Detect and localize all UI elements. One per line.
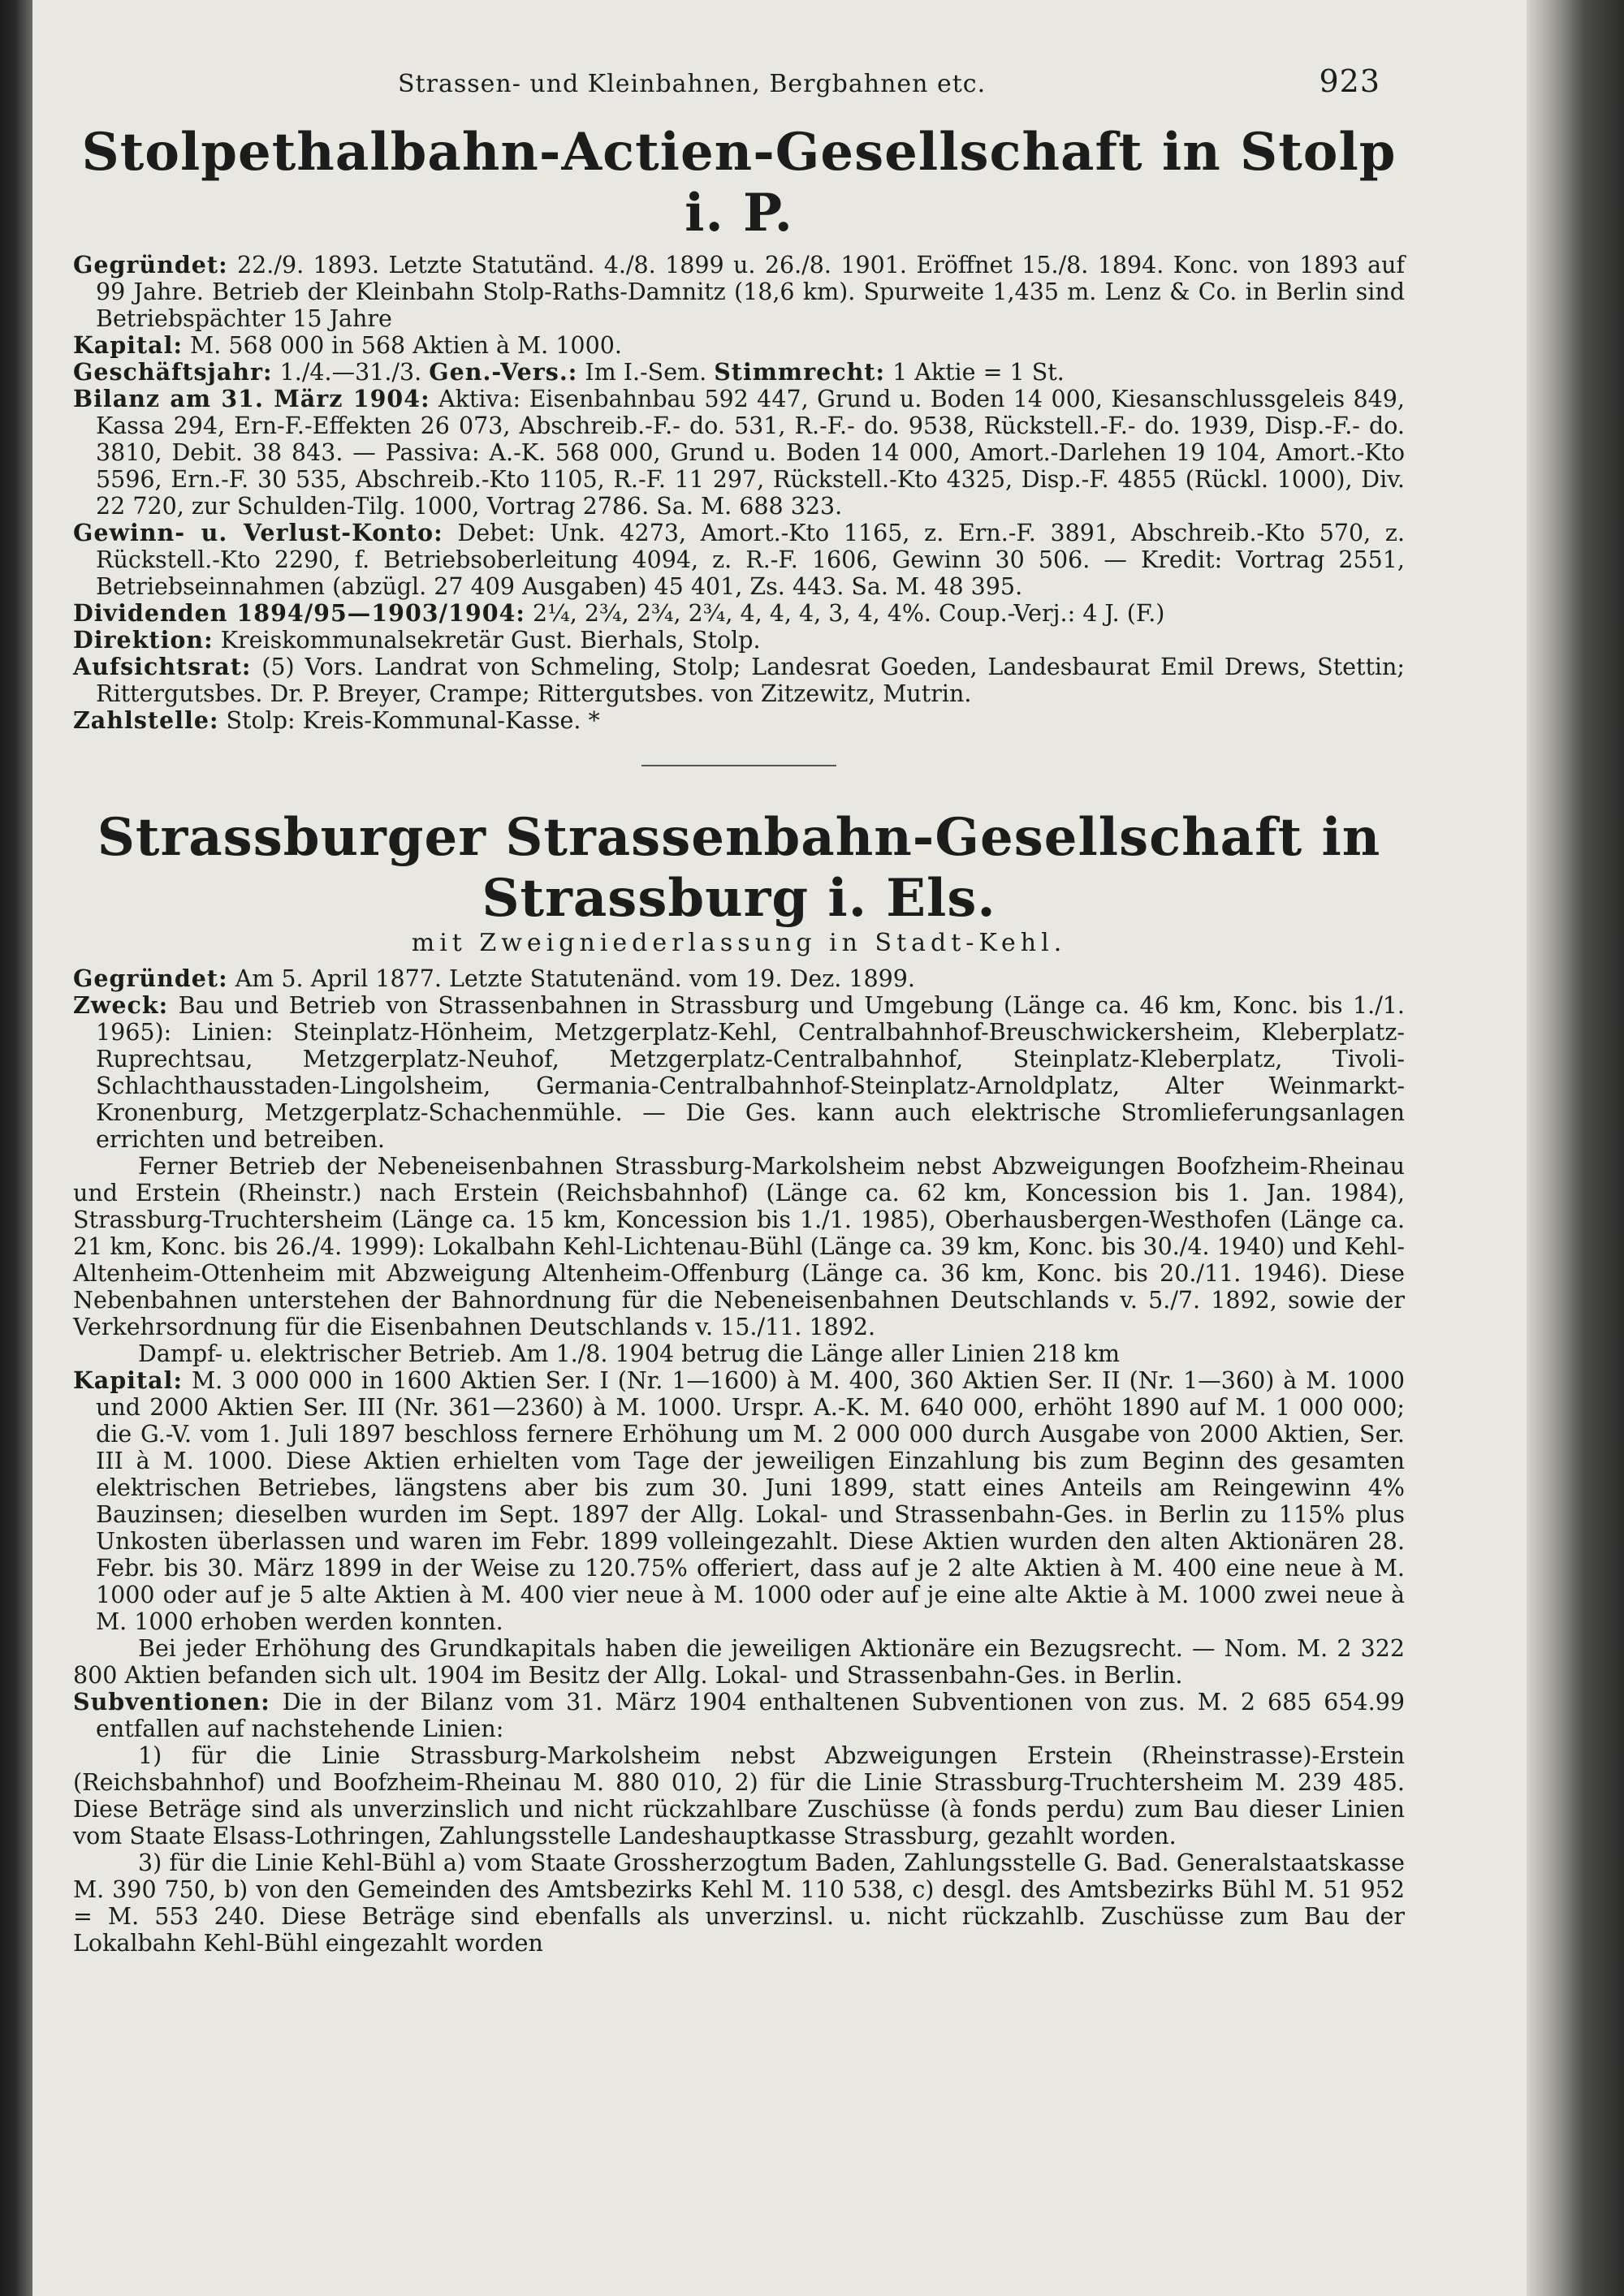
scan-left-edge bbox=[0, 0, 32, 2296]
gewinn-verlust-paragraph bbox=[73, 520, 1405, 600]
subventionen-paragraph bbox=[73, 1689, 1405, 1742]
field-text: (5) Vors. Landrat von Schmeling, Stolp; Landesrat Goeden, Landesbaurat Emil Drews, Stettin; Rittergutsbes. Dr. P. Breyer, Crampe; Rittergutsbes. von Zitzewitz, Mutrin. bbox=[96, 654, 1405, 707]
field-label: Gen.-Vers.: bbox=[429, 358, 578, 386]
subvention-item-1: 1) für die Linie Strassburg-Markolsheim nebst Abzweigungen Erstein (Rheinstrasse)-Erstein (Reichsbahnhof) und Boofzheim-Rheinau M. 880 010, 2) für die Linie Strassburg-Truchtersheim M. 239 485. Diese Beträge sind als unverzinslich und nicht rückzahlbare Zuschüsse (à fonds perdu) zum Bau dieser Linien vom Staate Elsass-Lothringen, Zahlungsstelle Landeshauptkasse Strassburg, gezahlt worden. bbox=[73, 1742, 1405, 1849]
subvention-item-3: 3) für die Linie Kehl-Bühl a) vom Staate Grossherzogtum Baden, Zahlungsstelle G. Bad. Generalstaatskasse M. 390 750, b) von den Gemeinden des Amtsbezirks Kehl M. 110 538, c) desgl. des Amtsbezirks Bühl M. 51 952 = M. 553 240. Diese Beträge sind ebenfalls als unverzinsl. u. nicht rückzahlb. Zuschüsse zum Bau der Lokalbahn Kehl-Bühl eingezahlt worden bbox=[73, 1849, 1405, 1957]
field-label: Gegründet: bbox=[73, 251, 228, 278]
bilanz-paragraph bbox=[73, 386, 1405, 520]
field-label: Subventionen: bbox=[73, 1688, 270, 1716]
page-number: 923 bbox=[1319, 63, 1380, 99]
field-text: Debet: Unk. 4273, Amort.-Kto 1165, z. Ern.-F. 3891, Abschreib.-Kto 570, z. Rückstell.-Kto 2290, f. Betriebsoberleitung 4094, z. R.-F. 1606, Gewinn 30 506. — Kredit: Vortrag 2551, Betriebseinnahmen (abzügl. 27 409 Ausgaben) 45 401, Zs. 443. Sa. M. 48 395. bbox=[96, 520, 1405, 600]
zweck-paragraph bbox=[73, 992, 1405, 1153]
dividenden-paragraph bbox=[73, 600, 1405, 627]
field-label: Kapital: bbox=[73, 1366, 183, 1394]
field-label: Zweck: bbox=[73, 991, 169, 1019]
kapital-paragraph bbox=[73, 332, 1405, 359]
document-page bbox=[73, 57, 1405, 1957]
field-text: M. 568 000 in 568 Aktien à M. 1000. bbox=[190, 332, 622, 359]
entry-title: Strassburger Strassenbahn-Gesellschaft in Strassburg i. Els. bbox=[97, 807, 1381, 929]
field-label: Geschäftsjahr: bbox=[73, 358, 273, 386]
bezugsrecht-paragraph: Bei jeder Erhöhung des Grundkapitals haben die jeweiligen Aktionäre ein Bezugsrecht. — Nom. M. 2 322 800 Aktien befanden sich ult. 1904 im Besitz der Allg. Lokal- und Strassenbahn-Ges. in Berlin. bbox=[73, 1635, 1405, 1689]
field-label: Aufsichtsrat: bbox=[73, 653, 252, 680]
entry-stolpethalbahn bbox=[73, 122, 1405, 734]
field-text: M. 3 000 000 in 1600 Aktien Ser. I (Nr. 1—1600) à M. 400, 360 Aktien Ser. II (Nr. 1—360) à M. 1000 und 2000 Aktien Ser. III (Nr. 361—2360) à M. 1000. Urspr. A.-K. M. 640 000, erhöht 1890 auf M. 1 000 000; die G.-V. vom 1. Juli 1897 beschloss fernere Erhöhung um M. 2 000 000 durch Ausgabe von 2000 Aktien, Ser. III à M. 1000. Diese Aktien erhielten vom Tage der jeweiligen Einzahlung bis zum Beginn des gesamten elektrischen Betriebes, längstens aber bis zum 30. Juni 1899, statt eines Anteils am Reingewinn 4% Bauzinsen; dieselben wurden im Sept. 1897 der Allg. Lokal- und Strassenbahn-Ges. in Berlin zu 115% plus Unkosten überlassen und waren im Febr. 1899 volleingezahlt. Diese Aktien wurden den alten Aktionären 28. Febr. bis 30. März 1899 in der Weise zu 120.75% offeriert, dass auf je 2 alte Aktien à M. 400 eine neue à M. 1000 oder auf je 5 alte Aktien à M. 400 vier neue à M. 1000 oder auf je eine alte Aktie à M. 1000 zwei neue à M. 1000 erhoben werden konnten. bbox=[96, 1367, 1405, 1635]
dampf-paragraph: Dampf- u. elektrischer Betrieb. Am 1./8. 1904 betrug die Länge aller Linien 218 km bbox=[138, 1340, 1121, 1367]
field-label: Gegründet: bbox=[73, 965, 228, 992]
field-text: Stolp: Kreis-Kommunal-Kasse. * bbox=[226, 707, 600, 734]
section-divider bbox=[641, 765, 836, 766]
field-text: 22./9. 1893. Letzte Statutänd. 4./8. 1899 u. 26./8. 1901. Eröffnet 15./8. 1894. Konc. von 1893 auf 99 Jahre. Betrieb der Kleinbahn Stolp-Raths-Damnitz (18,6 km). Spurweite 1,435 m. Lenz & Co. in Berlin sind Betriebspächter 15 Jahre bbox=[96, 252, 1406, 332]
field-text: Im I.-Sem. bbox=[585, 359, 707, 386]
field-text: Die in der Bilanz vom 31. März 1904 enthaltenen Subventionen von zus. M. 2 685 654.99 entfallen auf nachstehende Linien: bbox=[96, 1689, 1406, 1742]
field-label: Gewinn- u. Verlust-Konto: bbox=[73, 519, 443, 546]
entry-title: Stolpethalbahn-Actien-Gesellschaft in Stolp i. P. bbox=[81, 122, 1397, 244]
field-text: 1 Aktie = 1 St. bbox=[892, 359, 1065, 386]
field-text: Kreiskommunalsekretär Gust. Bierhals, Stolp. bbox=[220, 627, 761, 654]
field-label: Direktion: bbox=[73, 626, 214, 654]
gegruendet-paragraph bbox=[73, 965, 1405, 992]
zahlstelle-paragraph bbox=[73, 707, 1405, 734]
kapital-paragraph bbox=[73, 1367, 1405, 1635]
entry-subtitle: mit Zweigniederlassung in Stadt-Kehl. bbox=[411, 929, 1067, 957]
field-text: 2¼, 2¾, 2¾, 2¾, 4, 4, 4, 3, 4, 4%. Coup.-Verj.: 4 J. (F.) bbox=[532, 600, 1165, 627]
field-label: Stimmrecht: bbox=[714, 358, 885, 386]
direktion-paragraph bbox=[73, 627, 1405, 654]
field-text: Bau und Betrieb von Strassenbahnen in Strassburg und Umgebung (Länge ca. 46 km, Konc. bis 1./1. 1965): Linien: Steinplatz-Hönheim, Metzgerplatz-Kehl, Centralbahnhof-Breuschwickersheim, Kleberplatz-Ruprechtsau, Metzgerplatz-Neuhof, Metzgerplatz-Centralbahnhof, Steinplatz-Kleberplatz, Tivoli-Schlachthausstaden-Lingolsheim, Germania-Centralbahnhof-Steinplatz-Arnoldplatz, Alter Weinmarkt-Kronenburg, Metzgerplatz-Schachenmühle. — Die Ges. kann auch elektrische Stromlieferungsanlagen errichten und betreiben. bbox=[96, 992, 1405, 1153]
geschaeftsjahr-paragraph bbox=[73, 359, 1405, 386]
field-text: Aktiva: Eisenbahnbau 592 447, Grund u. Boden 14 000, Kiesanschlussgeleis 849, Kassa 294, Ern-F.-Effekten 26 073, Abschreib.-F.- do. 531, R.-F.- do. 9538, Rückstell.-F.- do. 1939, Disp.-F.- do. 3810, Debit. 38 843. — Passiva: A.-K. 568 000, Grund u. Boden 14 000, Amort.-Darlehen 19 104, Amort.-Kto 5596, Ern.-F. 30 535, Abschreib.-Kto 1105, R.-F. 11 297, Rückstell.-Kto 4325, Disp.-F. 4855 (Rückl. 1000), Div. 22 720, zur Schulden-Tilg. 1000, Vortrag 2786. Sa. M. 688 323. bbox=[96, 386, 1405, 520]
running-head-title: Strassen- und Kleinbahnen, Bergbahnen etc. bbox=[398, 70, 987, 98]
field-text: Am 5. April 1877. Letzte Statutenänd. vom 19. Dez. 1899. bbox=[235, 965, 915, 992]
field-label: Kapital: bbox=[73, 331, 183, 359]
field-label: Zahlstelle: bbox=[73, 706, 219, 734]
field-text: 1./4.—31./3. bbox=[279, 359, 422, 386]
running-head bbox=[73, 57, 1405, 106]
gegruendet-paragraph bbox=[73, 252, 1405, 332]
field-label: Dividenden 1894/95—1903/1904: bbox=[73, 599, 525, 627]
ferner-paragraph: Ferner Betrieb der Nebeneisenbahnen Strassburg-Markolsheim nebst Abzweigungen Boofzheim-Rheinau und Erstein (Rheinstr.) nach Erstein (Reichsbahnhof) (Länge ca. 62 km, Koncession bis 1. Jan. 1984), Strassburg-Truchtersheim (Länge ca. 15 km, Koncession bis 1./1. 1985), Oberhausbergen-Westhofen (Länge ca. 21 km, Konc. bis 26./4. 1999): Lokalbahn Kehl-Lichtenau-Bühl (Länge ca. 39 km, Konc. bis 30./4. 1940) und Kehl-Altenheim-Ottenheim mit Abzweigung Altenheim-Offenburg (Länge ca. 36 km, Konc. bis 20./11. 1946). Diese Nebenbahnen unterstehen der Bahnordnung für die Nebeneisenbahnen Deutschlands v. 5./7. 1892, sowie der Verkehrsordnung für die Eisenbahnen Deutschlands v. 15./11. 1892. bbox=[73, 1153, 1405, 1340]
aufsichtsrat-paragraph bbox=[73, 654, 1405, 707]
scan-right-edge bbox=[1527, 0, 1624, 2296]
entry-strassburger-strassenbahn bbox=[73, 807, 1405, 1957]
field-label: Bilanz am 31. März 1904: bbox=[73, 385, 430, 412]
